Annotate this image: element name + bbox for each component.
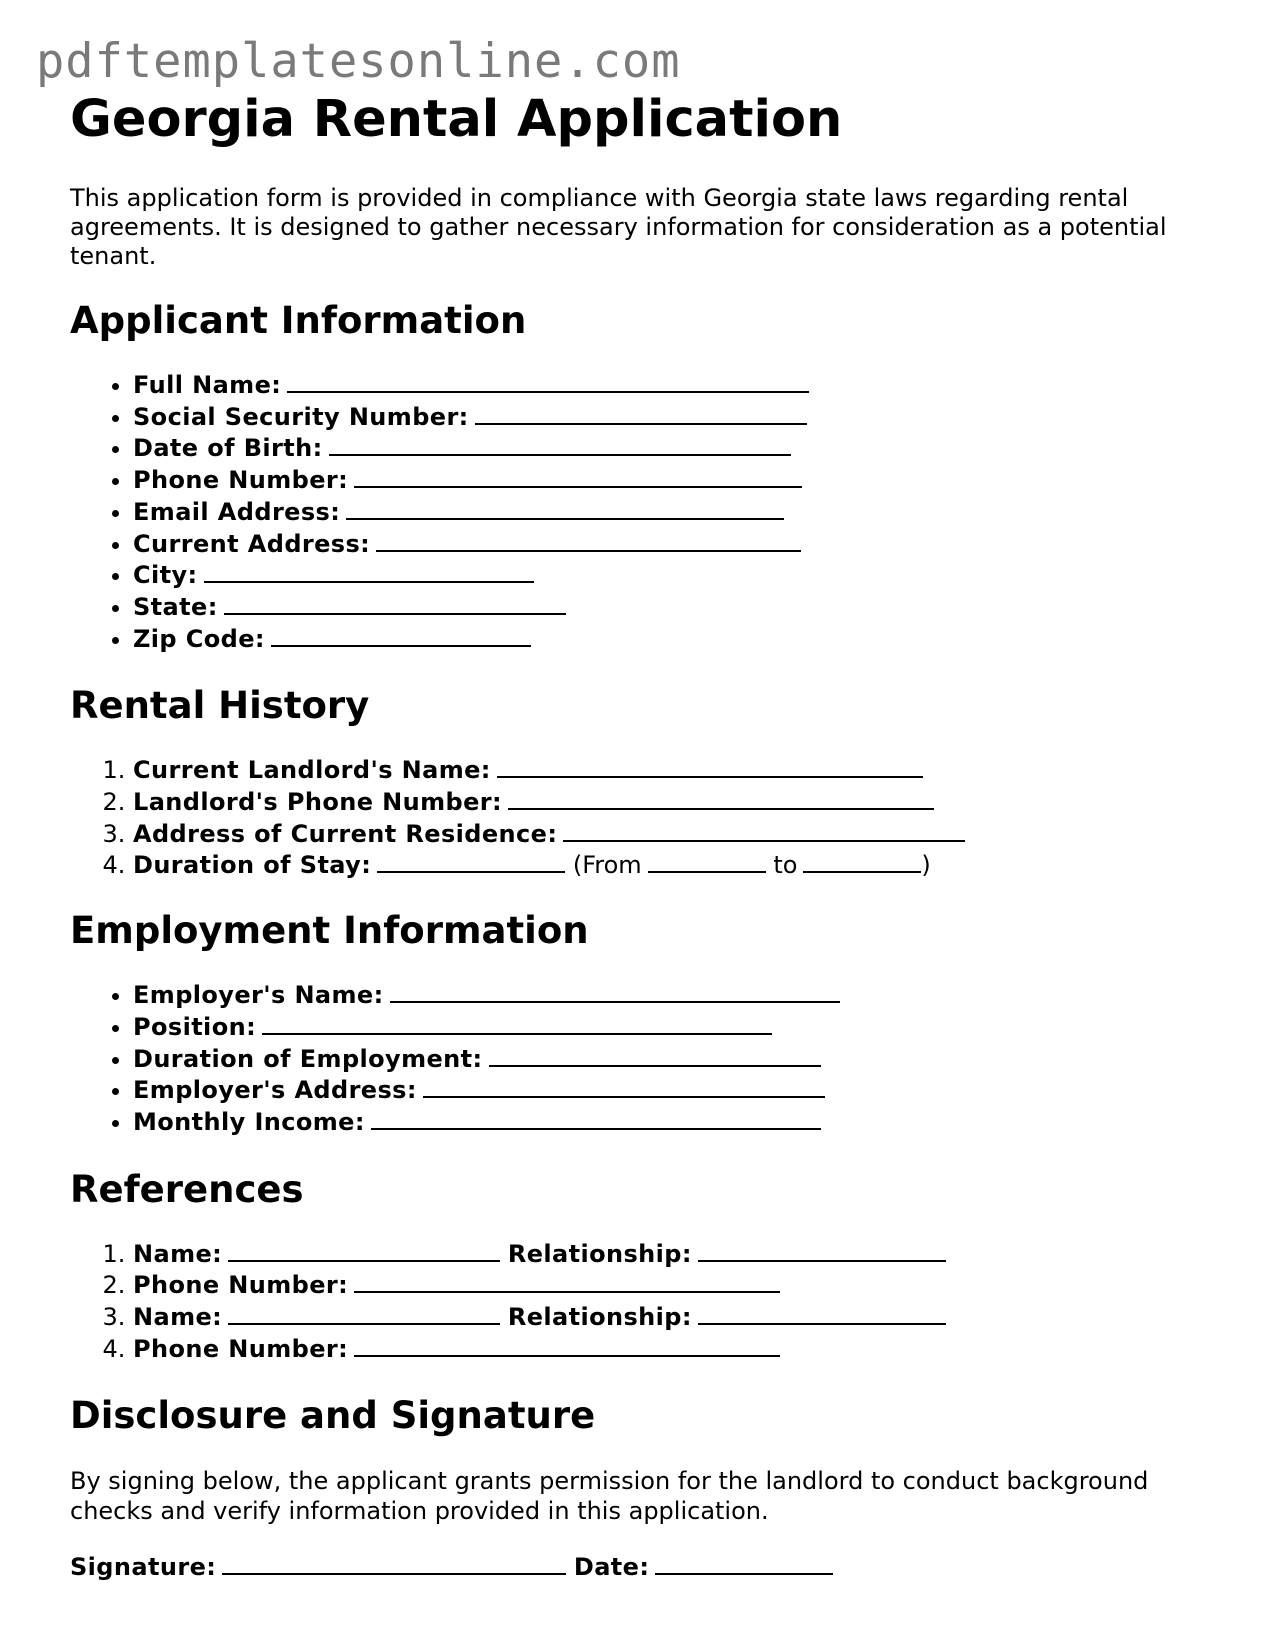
phone-blank[interactable]	[354, 464, 802, 488]
dob-field: • Date of Birth:	[133, 432, 1230, 464]
reference-fields	[70, 1238, 1230, 1365]
document-page	[70, 88, 1230, 1582]
signature-line	[70, 1551, 1230, 1582]
full-name-field: • Full Name:	[133, 369, 1230, 401]
reference-2-phone-blank[interactable]	[354, 1333, 780, 1357]
from-label: (From	[572, 851, 642, 880]
dob-blank[interactable]	[329, 432, 791, 456]
full-name-blank[interactable]	[287, 369, 809, 393]
disclosure-text: By signing below, the applicant grants permission for the landlord to conduct background checks and verify information provided in this application.	[70, 1467, 1149, 1526]
to-label: to	[773, 851, 798, 880]
city-field: • City:	[133, 559, 1230, 591]
reference-2-phone-field: 4. Phone Number:	[133, 1333, 1230, 1365]
reference-2-name-field: 3. Name: Relationship:	[133, 1301, 1230, 1333]
close-paren: )	[921, 851, 931, 880]
state-blank[interactable]	[224, 591, 566, 615]
employer-name-field: • Employer's Name:	[133, 979, 1230, 1011]
zip-blank[interactable]	[271, 623, 531, 647]
employment-fields	[70, 979, 1230, 1138]
state-field: • State:	[133, 591, 1230, 623]
page-title: Georgia Rental Application	[70, 90, 843, 149]
employment-duration-blank[interactable]	[489, 1043, 821, 1067]
landlord-name-field: 1. Current Landlord's Name:	[133, 754, 1230, 786]
email-field: • Email Address:	[133, 496, 1230, 528]
reference-1-name-blank[interactable]	[228, 1238, 500, 1262]
stay-from-blank[interactable]	[648, 849, 766, 873]
signature-label: Signature:	[70, 1553, 217, 1582]
landlord-phone-field: 2. Landlord's Phone Number:	[133, 786, 1230, 818]
duration-of-stay-field: 4. Duration of Stay: (From to )	[133, 849, 1230, 881]
employment-duration-field: • Duration of Employment:	[133, 1043, 1230, 1075]
employer-name-blank[interactable]	[390, 979, 840, 1003]
monthly-income-blank[interactable]	[371, 1106, 821, 1130]
stay-to-blank[interactable]	[803, 849, 921, 873]
date-label: Date:	[573, 1553, 650, 1582]
applicant-fields	[70, 369, 1230, 654]
phone-field: • Phone Number:	[133, 464, 1230, 496]
residence-address-blank[interactable]	[563, 818, 965, 842]
landlord-name-blank[interactable]	[497, 754, 923, 778]
ssn-blank[interactable]	[475, 401, 807, 425]
reference-2-name-blank[interactable]	[228, 1301, 500, 1325]
reference-1-phone-blank[interactable]	[354, 1269, 780, 1293]
reference-1-phone-field: 2. Phone Number:	[133, 1269, 1230, 1301]
date-blank[interactable]	[655, 1551, 833, 1575]
signature-blank[interactable]	[222, 1551, 566, 1575]
landlord-phone-blank[interactable]	[508, 786, 934, 810]
reference-1-relationship-blank[interactable]	[698, 1238, 946, 1262]
disclosure-heading: Disclosure and Signature	[70, 1394, 596, 1438]
city-blank[interactable]	[204, 559, 534, 583]
intro-paragraph: This application form is provided in compliance with Georgia state laws regarding rental agreements. It is designed to gather necessary information for consideration as a potential tenant.	[70, 184, 1167, 270]
residence-address-field: 3. Address of Current Residence:	[133, 818, 1230, 850]
employer-address-blank[interactable]	[423, 1074, 825, 1098]
employer-address-field: • Employer's Address:	[133, 1074, 1230, 1106]
current-address-field: • Current Address:	[133, 528, 1230, 560]
employment-heading: Employment Information	[70, 909, 589, 953]
position-field: • Position:	[133, 1011, 1230, 1043]
reference-1-name-field: 1. Name: Relationship:	[133, 1238, 1230, 1270]
position-blank[interactable]	[262, 1011, 772, 1035]
ssn-field: • Social Security Number:	[133, 401, 1230, 433]
applicant-heading: Applicant Information	[70, 299, 527, 342]
monthly-income-field: • Monthly Income:	[133, 1106, 1230, 1138]
rental-fields	[70, 754, 1230, 881]
zip-field: • Zip Code:	[133, 623, 1230, 655]
references-heading: References	[70, 1167, 304, 1211]
stay-duration-blank[interactable]	[377, 849, 565, 873]
current-address-blank[interactable]	[376, 528, 801, 552]
watermark: pdftemplatesonline.com	[36, 34, 681, 89]
rental-history-heading: Rental History	[70, 684, 370, 728]
email-blank[interactable]	[346, 496, 784, 520]
reference-2-relationship-blank[interactable]	[698, 1301, 946, 1325]
